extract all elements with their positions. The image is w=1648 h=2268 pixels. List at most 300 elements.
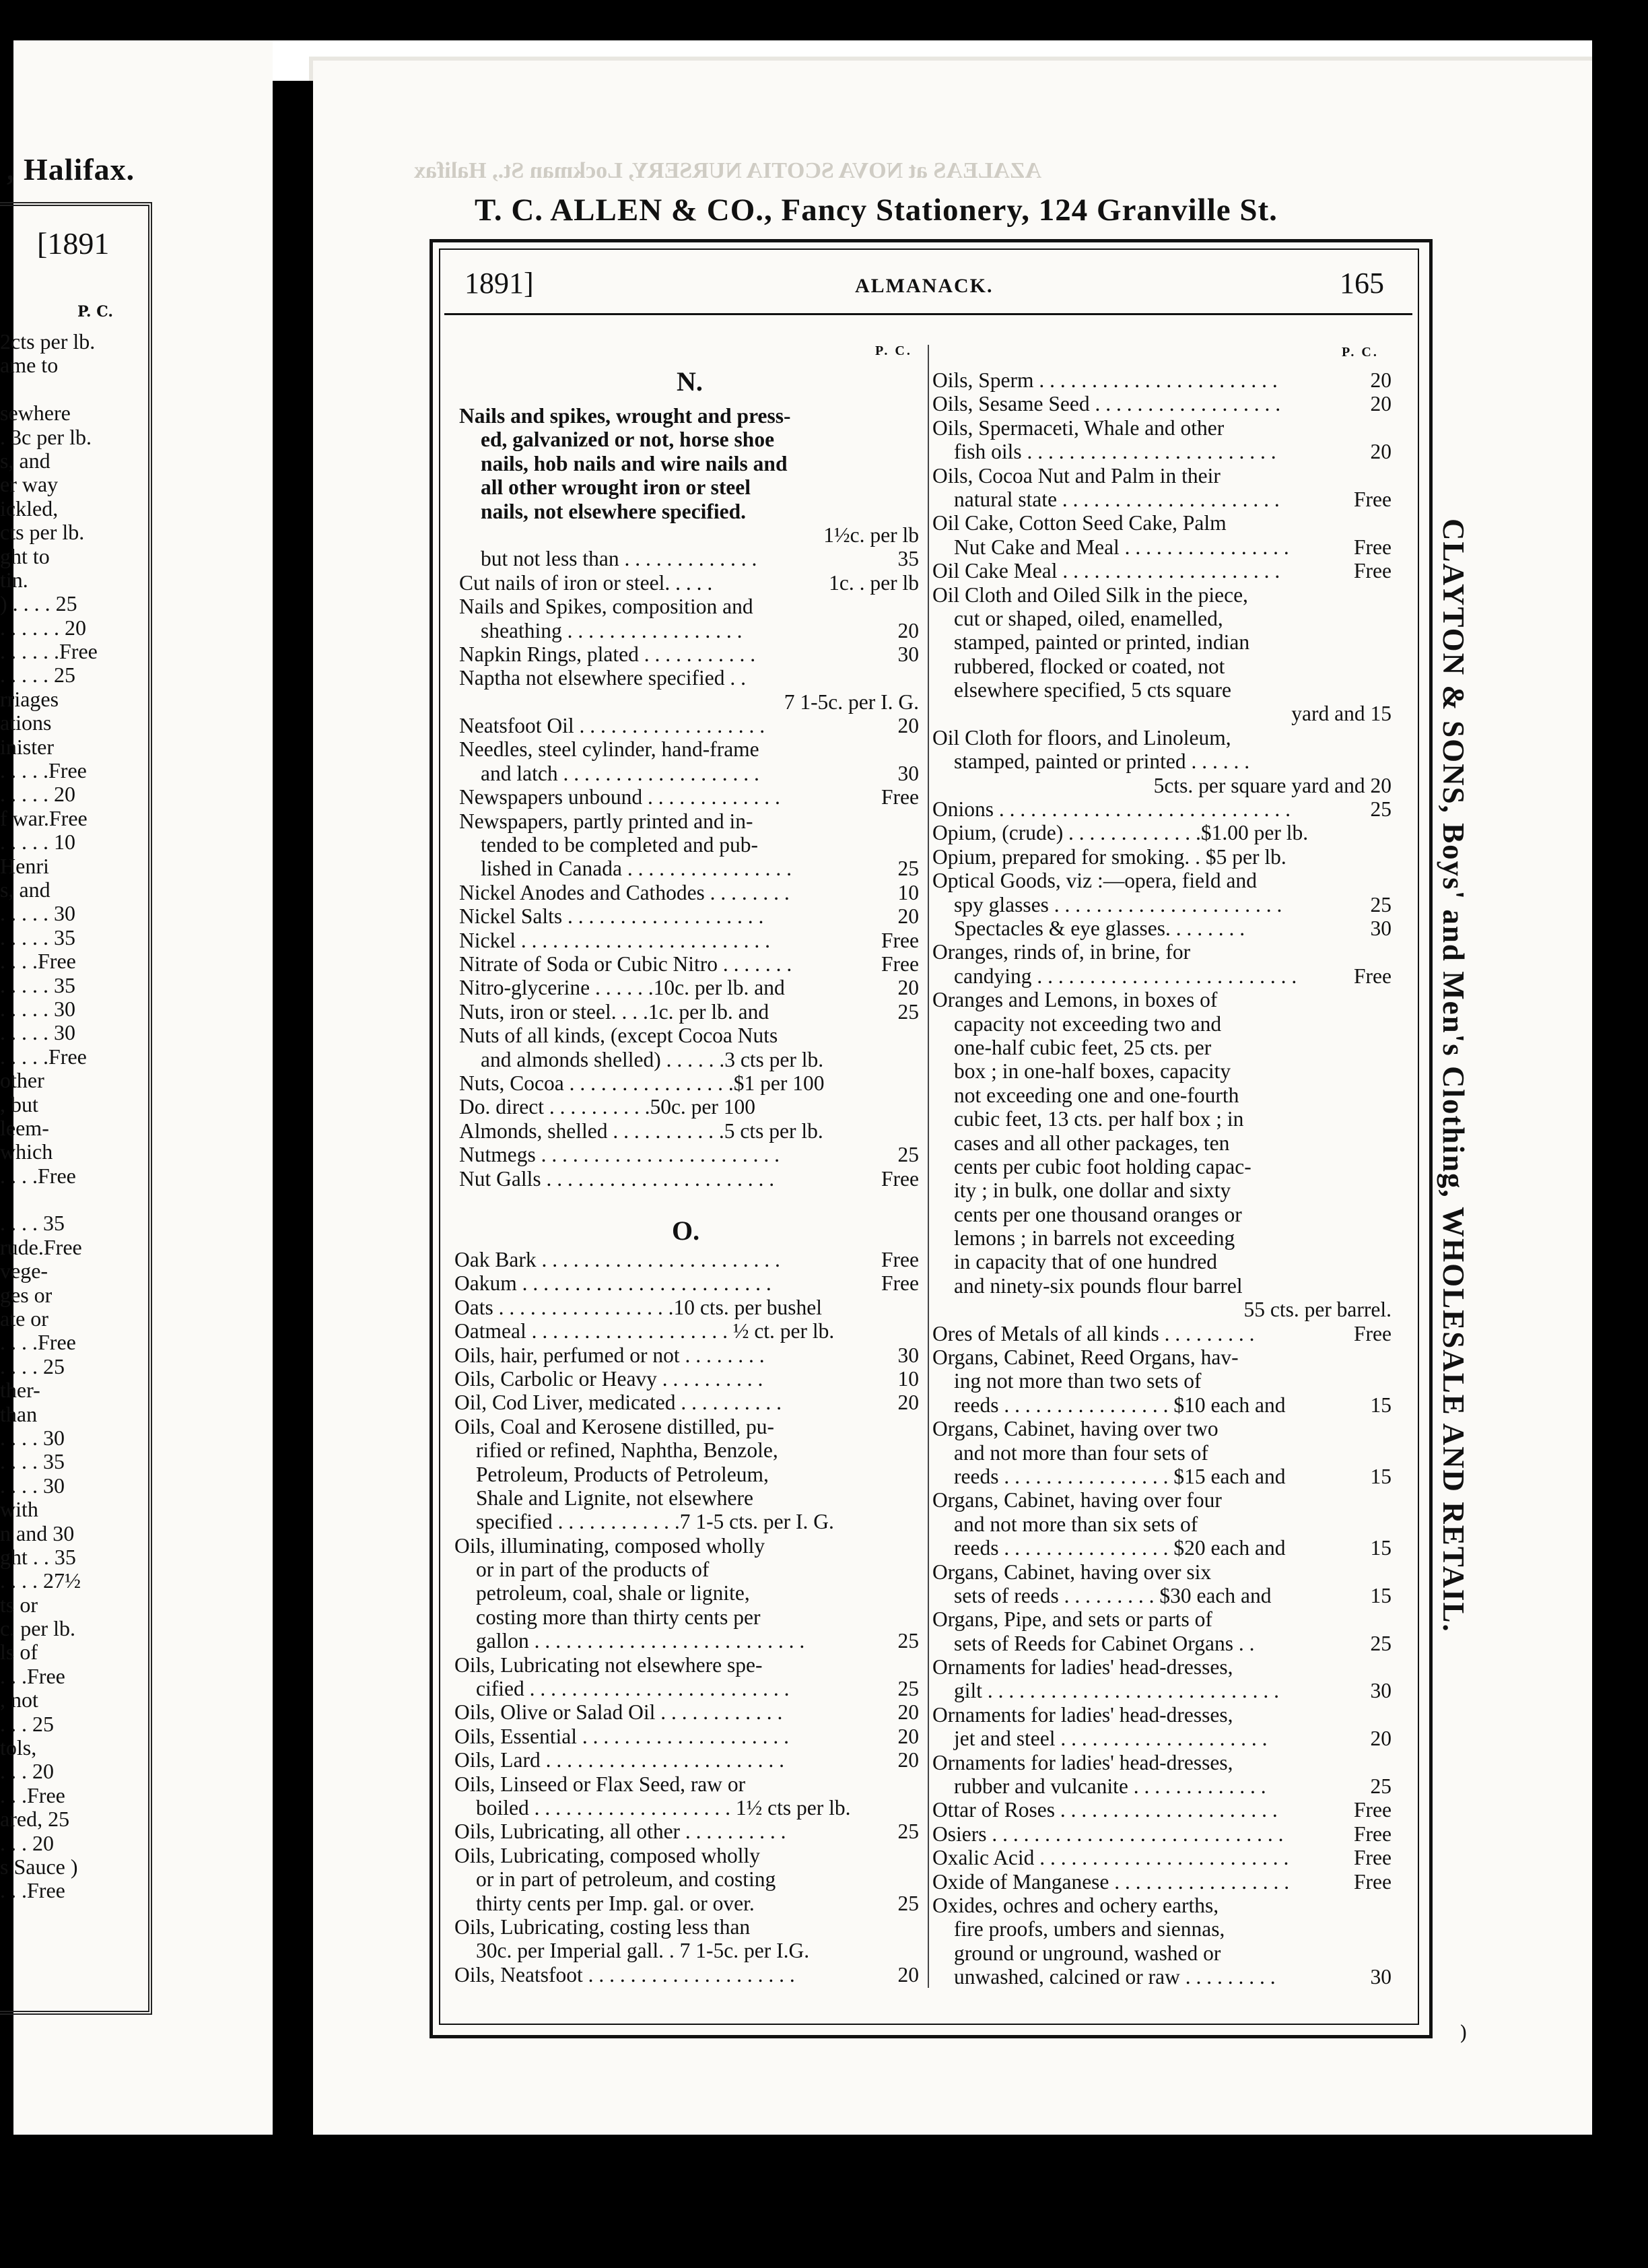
- tariff-row: [932, 1488, 1392, 1512]
- tariff-item-text: gallon . . . . . . . . . . . . . . . . . . . . . . . . . .: [476, 1629, 805, 1653]
- tariff-item-text: Ornaments for ladies' head-dresses,: [932, 1702, 1233, 1727]
- tariff-rate: 15: [1370, 1583, 1392, 1607]
- tariff-item-text: Do. direct . . . . . . . . . .50c. per 100: [459, 1095, 756, 1119]
- tariff-item-text: Oils, Lubricating, costing less than: [454, 1914, 751, 1939]
- left-page-line: leem-: [0, 1115, 49, 1140]
- tariff-row: [459, 1000, 919, 1024]
- left-page-line: n and 30: [0, 1521, 75, 1545]
- tariff-item-text: Nickel Salts . . . . . . . . . . . . . . . . . . .: [459, 904, 764, 929]
- tariff-row: [932, 1822, 1392, 1846]
- left-page-line: . . . 20: [0, 1830, 54, 1855]
- tariff-rate: 25: [1370, 797, 1392, 822]
- tariff-row: [459, 809, 919, 833]
- side-advertisement-text: CLAYTON & SONS, Boys' and Men's Clothing, WHOLESALE AND RETAIL.: [1437, 519, 1470, 1633]
- tariff-row: [454, 1463, 919, 1486]
- tariff-item-text: Nuts of all kinds, (except Cocoa Nuts: [459, 1024, 778, 1048]
- tariff-item-text: Onions . . . . . . . . . . . . . . . . . . . . . . . . . . . .: [932, 797, 1291, 822]
- tariff-row: [459, 571, 919, 595]
- tariff-row: [454, 1748, 919, 1772]
- left-page-line: . . . .Free: [0, 1163, 76, 1188]
- tariff-row: [454, 1605, 919, 1629]
- tariff-row: [932, 583, 1392, 607]
- tariff-item-text: Oxalic Acid . . . . . . . . . . . . . . . . . . . . . . . .: [932, 1846, 1289, 1870]
- tariff-row: [459, 619, 919, 642]
- tariff-item-text: Oils, Lubricating, all other . . . . . . . . . .: [454, 1820, 786, 1844]
- tariff-row: [932, 845, 1392, 869]
- left-page-header: , Halifax.: [7, 152, 135, 187]
- tariff-row: [932, 1036, 1392, 1059]
- tariff-row: [454, 1415, 919, 1438]
- section-heading-o: O.: [672, 1215, 700, 1246]
- tariff-rate: 15: [1370, 1464, 1392, 1488]
- left-page-line: which: [0, 1139, 53, 1164]
- tariff-item-text: cents per one thousand oranges or: [954, 1202, 1242, 1226]
- tariff-row: [459, 833, 919, 857]
- tariff-row: [454, 1486, 919, 1510]
- left-page-line: ges or: [0, 1282, 53, 1307]
- tariff-item-text: reeds . . . . . . . . . . . . . . . . $15 each and: [954, 1464, 1286, 1488]
- tariff-item-text: Organs, Cabinet, Reed Organs, hav-: [932, 1345, 1239, 1370]
- tariff-item-text: lished in Canada . . . . . . . . . . . . . . . .: [481, 857, 792, 881]
- left-page-line: s, and: [0, 877, 50, 902]
- tariff-item-text: boiled . . . . . . . . . . . . . . . . . . . 1½ cts per lb.: [476, 1795, 851, 1820]
- tariff-item-text: and ninety-six pounds flour barrel: [954, 1273, 1243, 1298]
- tariff-rate: 20: [1370, 368, 1392, 392]
- tariff-item-text: Oils, Lard . . . . . . . . . . . . . . . . . . . . . . .: [454, 1748, 784, 1772]
- tariff-item-text: Nickel . . . . . . . . . . . . . . . . . . . . . . . .: [459, 928, 770, 952]
- tariff-item-text: Oils, Linseed or Flax Seed, raw or: [454, 1772, 746, 1796]
- tariff-rate: 20: [897, 714, 919, 738]
- tariff-row: [932, 607, 1392, 630]
- tariff-item-text: cents per cubic foot holding capac-: [954, 1154, 1251, 1178]
- tariff-item-text: lemons ; in barrels not exceeding: [954, 1226, 1235, 1250]
- tariff-row: [932, 964, 1392, 988]
- tariff-item-text: Oil, Cod Liver, medicated . . . . . . . . . .: [454, 1391, 782, 1415]
- tariff-item-text: jet and steel . . . . . . . . . . . . . . . . . . . .: [954, 1727, 1268, 1751]
- tariff-row: [454, 1677, 919, 1700]
- tariff-item-text: Oils, Cocoa Nut and Palm in their: [932, 463, 1221, 488]
- tariff-row: [932, 535, 1392, 559]
- tariff-row: [932, 488, 1392, 511]
- tariff-item-text: Oils, Sperm . . . . . . . . . . . . . . . . . . . . . . .: [932, 368, 1278, 392]
- tariff-row: [454, 1915, 919, 1939]
- tariff-row: [932, 1751, 1392, 1774]
- tariff-rate: 30: [1370, 916, 1392, 940]
- tariff-item-text: natural state . . . . . . . . . . . . . . . . . . . . .: [954, 487, 1280, 511]
- tariff-rate: Free: [1354, 1846, 1392, 1870]
- left-page-line: cts per lb.: [0, 520, 85, 545]
- tariff-rate: Free: [881, 1271, 919, 1296]
- left-page-line: . . . . 30: [0, 1473, 65, 1498]
- left-page-line: . . . . . 20: [0, 782, 75, 807]
- tariff-row: [454, 1581, 919, 1605]
- tariff-item-text: petroleum, coal, shale or lignite,: [476, 1581, 750, 1605]
- tariff-row: [932, 511, 1392, 535]
- left-page-line: . . . . 25: [0, 1354, 65, 1378]
- tariff-item-text: capacity not exceeding two and: [954, 1011, 1222, 1036]
- tariff-item-text: unwashed, calcined or raw . . . . . . . . .: [954, 1965, 1276, 1989]
- tariff-item-text: reeds . . . . . . . . . . . . . . . . $20 each and: [954, 1536, 1286, 1560]
- left-page-line: ) . . . . 25: [0, 591, 77, 616]
- tariff-item-text: Oils, hair, perfumed or not . . . . . . . .: [454, 1343, 765, 1367]
- tariff-row: [459, 762, 919, 785]
- tariff-rate: 20: [897, 1748, 919, 1772]
- tariff-row: [454, 1558, 919, 1581]
- tariff-item-text: sets of reeds . . . . . . . . . $30 each and: [954, 1583, 1272, 1607]
- tariff-item-text: costing more than thirty cents per: [476, 1605, 761, 1629]
- tariff-row: [932, 1417, 1392, 1440]
- tariff-item-text: Oil Cloth and Oiled Silk in the piece,: [932, 582, 1248, 607]
- tariff-item-text: Napkin Rings, plated . . . . . . . . . . .: [459, 642, 756, 666]
- tariff-item-text: ity ; in bulk, one dollar and sixty: [954, 1178, 1231, 1203]
- margin-mark: ): [1460, 2022, 1468, 2045]
- tariff-item-text: gilt . . . . . . . . . . . . . . . . . . . . . . . . . . . .: [954, 1679, 1280, 1703]
- tariff-rate: 20: [1370, 1727, 1392, 1751]
- tariff-row: [932, 1870, 1392, 1894]
- tariff-row: [932, 1941, 1392, 1965]
- tariff-row: [932, 559, 1392, 582]
- left-page-line: ations: [0, 710, 52, 735]
- left-page-year: [1891: [37, 226, 110, 261]
- tariff-row: [932, 749, 1392, 773]
- tariff-row: [459, 428, 919, 451]
- left-page-line: rude.Free: [0, 1234, 82, 1259]
- tariff-item-text: sheathing . . . . . . . . . . . . . . . . .: [481, 618, 743, 642]
- left-page-line: . . .Free: [0, 1878, 65, 1903]
- tariff-item-text: rified or refined, Naphtha, Benzole,: [476, 1438, 778, 1463]
- tariff-row: [932, 821, 1392, 844]
- tariff-item-text: ground or unground, washed or: [954, 1941, 1221, 1965]
- tariff-item-text: not exceeding one and one-fourth: [954, 1083, 1239, 1107]
- tariff-item-text: Cut nails of iron or steel. . . . .: [459, 570, 713, 595]
- tariff-row: [454, 1653, 919, 1677]
- tariff-rate: 10: [897, 880, 919, 904]
- tariff-rate: 55 cts. per barrel.: [1243, 1298, 1392, 1322]
- left-page-line: sewhere: [0, 401, 71, 426]
- tariff-row: [932, 368, 1392, 392]
- tariff-row: [932, 1178, 1392, 1202]
- tariff-row: [932, 893, 1392, 916]
- tariff-rate: 25: [897, 1891, 919, 1915]
- tariff-rate: 25: [897, 1677, 919, 1701]
- tariff-row: [932, 1465, 1392, 1488]
- tariff-row: [459, 1143, 919, 1166]
- tariff-item-text: Optical Goods, viz :—opera, field and: [932, 869, 1257, 893]
- tariff-rate: 25: [897, 999, 919, 1024]
- tariff-rate: 35: [897, 547, 919, 571]
- tariff-row: [459, 1071, 919, 1095]
- tariff-row: [459, 1095, 919, 1119]
- left-page-line: [0, 378, 141, 401]
- tariff-item-text: Shale and Lignite, not elsewhere: [476, 1486, 753, 1510]
- tariff-item-text: fish oils . . . . . . . . . . . . . . . . . . . . . . . .: [954, 440, 1276, 464]
- tariff-rate: 30: [897, 642, 919, 666]
- tariff-row: [932, 1131, 1392, 1155]
- tariff-item-text: Organs, Pipe, and sets or parts of: [932, 1607, 1212, 1632]
- tariff-item-text: cases and all other packages, ten: [954, 1131, 1230, 1155]
- tariff-item-text: cut or shaped, oiled, enamelled,: [954, 606, 1223, 630]
- tariff-item-text: rubbered, flocked or coated, not: [954, 654, 1225, 678]
- tariff-item-text: fire proofs, umbers and siennas,: [954, 1917, 1225, 1941]
- tariff-row: [932, 1965, 1392, 1989]
- left-page-line: . . . . 35: [0, 1211, 65, 1236]
- tariff-item-text: Nitro-glycerine . . . . . .10c. per lb. and: [459, 976, 785, 1000]
- left-page-line: f war.Free: [0, 805, 88, 830]
- tariff-item-text: Naptha not elsewhere specified . .: [459, 666, 746, 690]
- tariff-item-text: Oils, Neatsfoot . . . . . . . . . . . . . . . . . . . .: [454, 1962, 795, 1987]
- tariff-row: [932, 1727, 1392, 1750]
- left-page-line: Henri: [0, 853, 49, 878]
- left-page-line: . . . 20: [0, 1759, 54, 1784]
- tariff-row: [932, 1655, 1392, 1679]
- tariff-row: [459, 714, 919, 737]
- tariff-item-text: Oakum . . . . . . . . . . . . . . . . . . . . . . . .: [454, 1271, 771, 1296]
- tariff-row: [932, 1846, 1392, 1869]
- tariff-row: [932, 940, 1392, 964]
- left-page-line: [0, 1188, 141, 1211]
- tariff-row: [932, 1083, 1392, 1107]
- left-page-line: tin.: [0, 567, 28, 592]
- tariff-rate: 15: [1370, 1536, 1392, 1560]
- tariff-item-text: thirty cents per Imp. gal. or over.: [476, 1891, 755, 1915]
- tariff-item-text: elsewhere specified, 5 cts square: [954, 678, 1231, 702]
- tariff-rate: 30: [897, 1343, 919, 1367]
- tariff-row: [454, 1844, 919, 1867]
- tariff-rate: 20: [897, 1391, 919, 1415]
- tariff-rate: 30: [1370, 1965, 1392, 1989]
- tariff-item-text: Organs, Cabinet, having over four: [932, 1488, 1222, 1512]
- tariff-rate: 1½c. per lb: [823, 523, 919, 547]
- tariff-rate: 25: [1370, 1774, 1392, 1799]
- tariff-row: [459, 547, 919, 570]
- tariff-row: [932, 678, 1392, 702]
- tariff-item-text: specified . . . . . . . . . . . .7 1-5 cts. per I. G.: [476, 1510, 834, 1534]
- tariff-item-text: Nitrate of Soda or Cubic Nitro . . . . . . .: [459, 952, 792, 976]
- tariff-row: [454, 1391, 919, 1414]
- tariff-row: [932, 726, 1392, 749]
- tariff-row: [932, 464, 1392, 488]
- tariff-row: [932, 1894, 1392, 1917]
- tariff-row: [459, 404, 919, 428]
- tariff-row: [932, 392, 1392, 415]
- tariff-item-text: and almonds shelled) . . . . . .3 cts per lb.: [481, 1047, 824, 1071]
- tariff-rate: Free: [1354, 535, 1392, 559]
- tariff-row: [459, 690, 919, 714]
- left-page-line: vege-: [0, 1259, 48, 1283]
- tariff-item-text: in capacity that of one hundred: [954, 1250, 1217, 1274]
- left-page-line: . . . . .Free: [0, 1044, 87, 1069]
- tariff-item-text: Oils, Lubricating, composed wholly: [454, 1843, 761, 1867]
- tariff-row: [454, 1248, 919, 1271]
- tariff-item-text: ing not more than two sets of: [954, 1369, 1202, 1393]
- tariff-rate: Free: [881, 1166, 919, 1191]
- tariff-row: [454, 1319, 919, 1343]
- tariff-item-text: but not less than . . . . . . . . . . . . .: [481, 547, 757, 571]
- tariff-row: [459, 666, 919, 690]
- tariff-item-text: Petroleum, Products of Petroleum,: [476, 1462, 769, 1486]
- left-page-line: . . . . 35: [0, 1449, 65, 1474]
- tariff-rate: Free: [881, 1248, 919, 1271]
- tariff-item-text: Oils, Essential . . . . . . . . . . . . . . . . . . . .: [454, 1724, 789, 1748]
- tariff-item-text: Newspapers unbound . . . . . . . . . . . . .: [459, 785, 780, 809]
- tariff-item-text: Needles, steel cylinder, hand-frame: [459, 737, 759, 762]
- left-page-line: . . . . 27½: [0, 1568, 81, 1593]
- left-page-line: inister: [0, 734, 54, 759]
- tariff-rate: Free: [1354, 1822, 1392, 1846]
- tariff-row: [454, 1700, 919, 1724]
- tariff-row: [932, 1560, 1392, 1584]
- tariff-row: [932, 797, 1392, 821]
- tariff-item-text: Oak Bark . . . . . . . . . . . . . . . . . . . . . . .: [454, 1248, 780, 1271]
- tariff-item-text: Nut Galls . . . . . . . . . . . . . . . . . . . . . .: [459, 1166, 775, 1191]
- tariff-row: [454, 1534, 919, 1558]
- tariff-row: [932, 1584, 1392, 1607]
- section-heading-n: N.: [677, 366, 703, 397]
- tariff-rate: 20: [1370, 392, 1392, 416]
- scan-border-top: [0, 0, 1648, 40]
- tariff-rate: 20: [897, 904, 919, 929]
- left-page-line: . . . 25: [0, 1711, 54, 1736]
- left-column-n-entries: [459, 404, 919, 1191]
- tariff-item-text: Oils, illuminating, composed wholly: [454, 1533, 765, 1558]
- tariff-item-text: spy glasses . . . . . . . . . . . . . . . . . . . . . .: [954, 892, 1282, 916]
- tariff-item-text: or in part of petroleum, and costing: [476, 1867, 776, 1892]
- tariff-item-text: all other wrought iron or steel: [481, 475, 751, 500]
- tariff-row: [459, 1048, 919, 1071]
- tariff-row: [454, 1296, 919, 1319]
- tariff-row: [932, 1059, 1392, 1083]
- tariff-item-text: Oils, Coal and Kerosene distilled, pu-: [454, 1414, 775, 1438]
- tariff-item-text: Oxide of Manganese . . . . . . . . . . . . . . . . .: [932, 1869, 1290, 1894]
- tariff-row: [932, 1250, 1392, 1273]
- show-through-text: AZALEAS at NOVA SCOTIA NURSERY, Lockman St., Halifax: [414, 158, 1042, 183]
- left-page-line: , but: [0, 1092, 38, 1116]
- tariff-item-text: Oils, Olive or Salad Oil . . . . . . . . . . . .: [454, 1700, 783, 1725]
- tariff-item-text: Nickel Anodes and Cathodes . . . . . . . .: [459, 880, 790, 904]
- tariff-item-text: Nuts, Cocoa . . . . . . . . . . . . . . . .$1 per 100: [459, 1071, 825, 1095]
- tariff-row: [459, 737, 919, 761]
- tariff-rate: Free: [1354, 487, 1392, 511]
- tariff-row: [454, 1772, 919, 1796]
- tariff-item-text: stamped, painted or printed, indian: [954, 630, 1250, 655]
- tariff-rate: 25: [897, 1629, 919, 1653]
- tariff-rate: 25: [1370, 1631, 1392, 1655]
- tariff-row: [932, 1393, 1392, 1417]
- tariff-item-text: Nuts, iron or steel. . . .1c. per lb. and: [459, 999, 769, 1024]
- tariff-row: [932, 1679, 1392, 1702]
- tariff-row: [459, 785, 919, 809]
- tariff-rate: Free: [1354, 1321, 1392, 1345]
- column-divider: [928, 345, 929, 1988]
- tariff-row: [454, 1867, 919, 1891]
- tariff-row: [459, 952, 919, 976]
- tariff-item-text: Oils, Spermaceti, Whale and other: [932, 415, 1225, 440]
- tariff-row: [459, 976, 919, 999]
- tariff-row: [932, 1322, 1392, 1345]
- left-page-line: rriages: [0, 686, 59, 711]
- tariff-item-text: Oats . . . . . . . . . . . . . . . . .10 cts. per bushel: [454, 1295, 822, 1319]
- tariff-rate: 20: [897, 618, 919, 642]
- left-page-line: ls of: [0, 1640, 38, 1665]
- tariff-row: [932, 1798, 1392, 1822]
- tariff-item-text: Spectacles & eye glasses. . . . . . . .: [954, 916, 1245, 940]
- tariff-rate: 20: [897, 1962, 919, 1987]
- left-page-line: s, and: [0, 448, 50, 473]
- tariff-item-text: Oil Cake, Cotton Seed Cake, Palm: [932, 511, 1227, 535]
- tariff-row: [459, 452, 919, 475]
- tariff-rate: Free: [1354, 1798, 1392, 1822]
- tariff-row: [459, 857, 919, 880]
- side-advertisement: [1429, 519, 1476, 1785]
- tariff-item-text: cubic feet, 13 cts. per half box ; in: [954, 1107, 1244, 1131]
- page-number: 165: [1340, 267, 1384, 300]
- tariff-row: [454, 1438, 919, 1462]
- tariff-row: [932, 1369, 1392, 1393]
- tariff-item-text: Oils, Carbolic or Heavy . . . . . . . . . .: [454, 1366, 763, 1391]
- left-column-pc-label: P. C.: [875, 343, 912, 358]
- tariff-item-text: stamped, painted or printed . . . . . .: [954, 749, 1250, 774]
- tariff-row: [932, 1203, 1392, 1226]
- left-page-line: . 3c per lb.: [0, 424, 92, 449]
- left-page-line: ame to: [0, 353, 59, 378]
- tariff-row: [454, 1725, 919, 1748]
- tariff-row: [459, 523, 919, 547]
- right-column-entries: [932, 368, 1392, 1989]
- tariff-rate: 25: [897, 1143, 919, 1167]
- tariff-item-text: Oxides, ochres and ochery earths,: [932, 1894, 1219, 1917]
- running-head: T. C. ALLEN & CO., Fancy Stationery, 124 Granville St.: [475, 193, 1278, 228]
- tariff-item-text: cified . . . . . . . . . . . . . . . . . . . . . . . . .: [476, 1677, 790, 1701]
- left-page-line: ared, 25: [0, 1807, 70, 1832]
- tariff-rate: Free: [1354, 559, 1392, 583]
- tariff-rate: Free: [1354, 1869, 1392, 1894]
- tariff-row: [932, 1107, 1392, 1131]
- tariff-row: [932, 1298, 1392, 1321]
- tariff-item-text: reeds . . . . . . . . . . . . . . . . $10 each and: [954, 1393, 1286, 1417]
- left-page-line: . . . . . 35: [0, 972, 75, 997]
- tariff-row: [932, 1345, 1392, 1369]
- tariff-item-text: nails, hob nails and wire nails and: [481, 451, 788, 475]
- tariff-item-text: Oils, Lubricating not elsewhere spe-: [454, 1653, 763, 1677]
- left-page-line: tols,: [0, 1735, 37, 1760]
- left-page-line: . . . . . 30: [0, 1020, 75, 1045]
- tariff-item-text: Ornaments for ladies' head-dresses,: [932, 1655, 1233, 1679]
- left-page-line: 2cts per lb.: [0, 330, 96, 354]
- left-page-pc-label: P. C.: [77, 303, 114, 321]
- tariff-row: [932, 869, 1392, 892]
- tariff-item-text: Almonds, shelled . . . . . . . . . . .5 cts per lb.: [459, 1119, 823, 1143]
- left-page-line: er way: [0, 472, 59, 497]
- left-page-line: with: [0, 1497, 38, 1522]
- left-page-line: s Sauce ): [0, 1855, 78, 1879]
- tariff-row: [454, 1892, 919, 1915]
- left-page-line: other: [0, 1068, 44, 1093]
- right-column-pc-label: P. C.: [1342, 345, 1379, 360]
- tariff-row: [932, 655, 1392, 678]
- tariff-row: [932, 1012, 1392, 1036]
- tariff-row: [932, 1774, 1392, 1798]
- tariff-row: [932, 916, 1392, 940]
- tariff-row: [932, 1917, 1392, 1941]
- left-page-line: ate or: [0, 1306, 48, 1331]
- tariff-item-text: Osiers . . . . . . . . . . . . . . . . . . . . . . . . . . . .: [932, 1822, 1284, 1846]
- tariff-item-text: and not more than six sets of: [954, 1512, 1198, 1536]
- tariff-rate: Free: [881, 785, 919, 809]
- tariff-item-text: Ottar of Roses . . . . . . . . . . . . . . . . . . . . .: [932, 1798, 1278, 1822]
- tariff-rate: Free: [881, 952, 919, 976]
- left-page-line: . . . . . 30: [0, 996, 75, 1021]
- tariff-row: [932, 1155, 1392, 1178]
